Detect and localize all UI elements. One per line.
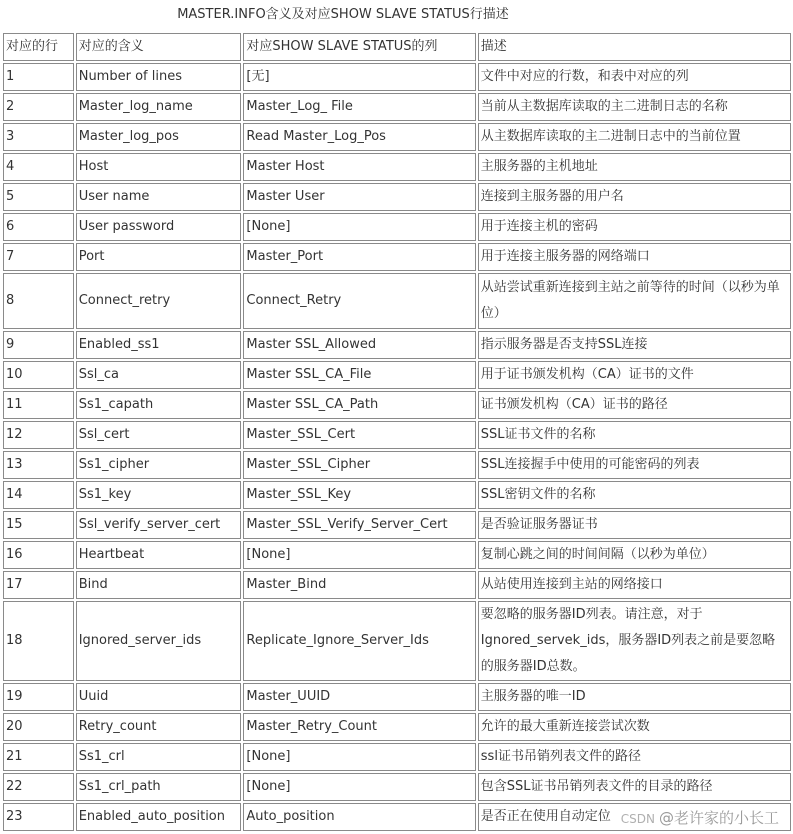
cell-row-number: 20 — [3, 713, 74, 741]
cell-description: 证书颁发机构（CA）证书的路径 — [478, 391, 791, 419]
cell-description: 从站尝试重新连接到主站之前等待的时间（以秒为单位） — [478, 273, 791, 329]
cell-show-slave-column: Master Host — [243, 153, 475, 181]
cell-row-number: 16 — [3, 541, 74, 569]
table-row — [3, 481, 791, 509]
cell-row-number: 7 — [3, 243, 74, 271]
cell-row-number: 23 — [3, 803, 74, 831]
table-row — [3, 391, 791, 419]
table-row — [3, 93, 791, 121]
cell-meaning: Enabled_ss1 — [76, 331, 242, 359]
cell-description: 当前从主数据库读取的主二进制日志的名称 — [478, 93, 791, 121]
cell-show-slave-column: Master_SSL_Cert — [243, 421, 475, 449]
cell-show-slave-column: Master SSL_CA_Path — [243, 391, 475, 419]
cell-show-slave-column: Connect_Retry — [243, 273, 475, 329]
cell-row-number: 1 — [3, 63, 74, 91]
cell-meaning: Ss1_crl_path — [76, 773, 242, 801]
table-row — [3, 683, 791, 711]
cell-description: 用于证书颁发机构（CA）证书的文件 — [478, 361, 791, 389]
cell-show-slave-column: Replicate_Ignore_Server_Ids — [243, 601, 475, 681]
cell-show-slave-column: Master SSL_Allowed — [243, 331, 475, 359]
header-meaning: 对应的含义 — [76, 33, 242, 61]
cell-meaning: User name — [76, 183, 242, 211]
watermark — [621, 807, 779, 828]
cell-row-number: 22 — [3, 773, 74, 801]
cell-description: 是否正在使用自动定位 — [478, 803, 791, 831]
cell-show-slave-column: Auto_position — [243, 803, 475, 831]
table-row — [3, 153, 791, 181]
cell-row-number: 8 — [3, 273, 74, 329]
header-row — [3, 33, 791, 61]
table-row — [3, 773, 791, 801]
cell-meaning: Ssl_verify_server_cert — [76, 511, 242, 539]
cell-show-slave-column: [无] — [243, 63, 475, 91]
cell-show-slave-column: Master_Retry_Count — [243, 713, 475, 741]
cell-row-number: 21 — [3, 743, 74, 771]
cell-meaning: Port — [76, 243, 242, 271]
table-row — [3, 123, 791, 151]
cell-description: 复制心跳之间的时间间隔（以秒为单位） — [478, 541, 791, 569]
table-row — [3, 541, 791, 569]
cell-show-slave-column: Master_Bind — [243, 571, 475, 599]
cell-meaning: Number of lines — [76, 63, 242, 91]
cell-description: 指示服务器是否支持SSL连接 — [478, 331, 791, 359]
table-row — [3, 511, 791, 539]
cell-description: 主服务器的唯一ID — [478, 683, 791, 711]
cell-meaning: Ssl_ca — [76, 361, 242, 389]
table-row — [3, 331, 791, 359]
table-row — [3, 743, 791, 771]
table-body — [3, 63, 791, 831]
cell-description: 用于连接主服务器的网络端口 — [478, 243, 791, 271]
cell-meaning: Ignored_server_ids — [76, 601, 242, 681]
cell-description: SSL连接握手中使用的可能密码的列表 — [478, 451, 791, 479]
cell-meaning: Bind — [76, 571, 242, 599]
table-row — [3, 63, 791, 91]
table-title: MASTER.INFO含义及对应SHOW SLAVE STATUS行描述 — [177, 7, 509, 22]
cell-description: SSL密钥文件的名称 — [478, 481, 791, 509]
cell-show-slave-column: [None] — [243, 213, 475, 241]
table-row — [3, 451, 791, 479]
watermark-source: CSDN — [620, 812, 655, 826]
cell-meaning: Uuid — [76, 683, 242, 711]
cell-description: 是否验证服务器证书 — [478, 511, 791, 539]
cell-description: 从站使用连接到主站的网络接口 — [478, 571, 791, 599]
table-row — [3, 273, 791, 329]
cell-row-number: 3 — [3, 123, 74, 151]
table-row — [3, 361, 791, 389]
table-row — [3, 571, 791, 599]
cell-row-number: 19 — [3, 683, 74, 711]
cell-show-slave-column: Master_SSL_Key — [243, 481, 475, 509]
cell-show-slave-column: Master_Log_ File — [243, 93, 475, 121]
cell-meaning: Enabled_auto_position — [76, 803, 242, 831]
cell-meaning: Retry_count — [76, 713, 242, 741]
cell-show-slave-column: Master SSL_CA_File — [243, 361, 475, 389]
master-info-table — [1, 31, 793, 833]
cell-meaning: Ss1_cipher — [76, 451, 242, 479]
cell-show-slave-column: Read Master_Log_Pos — [243, 123, 475, 151]
cell-row-number: 4 — [3, 153, 74, 181]
cell-description: 用于连接主机的密码 — [478, 213, 791, 241]
cell-row-number: 5 — [3, 183, 74, 211]
watermark-author: @老许家的小长工 — [658, 809, 779, 827]
cell-show-slave-column: Master_Port — [243, 243, 475, 271]
table-row — [3, 713, 791, 741]
cell-row-number: 6 — [3, 213, 74, 241]
cell-description: 从主数据库读取的主二进制日志中的当前位置 — [478, 123, 791, 151]
cell-description: 文件中对应的行数，和表中对应的列 — [478, 63, 791, 91]
cell-show-slave-column: Master_SSL_Verify_Server_Cert — [243, 511, 475, 539]
cell-meaning: Host — [76, 153, 242, 181]
cell-meaning: Master_log_pos — [76, 123, 242, 151]
cell-row-number: 9 — [3, 331, 74, 359]
header-description: 描述 — [478, 33, 791, 61]
table-row — [3, 421, 791, 449]
cell-show-slave-column: [None] — [243, 541, 475, 569]
cell-show-slave-column: Master User — [243, 183, 475, 211]
table-row — [3, 601, 791, 681]
table-row — [3, 243, 791, 271]
cell-description: 连接到主服务器的用户名 — [478, 183, 791, 211]
header-show-slave-column: 对应SHOW SLAVE STATUS的列 — [243, 33, 475, 61]
cell-meaning: Ss1_crl — [76, 743, 242, 771]
cell-description: 主服务器的主机地址 — [478, 153, 791, 181]
cell-description: ssl证书吊销列表文件的路径 — [478, 743, 791, 771]
cell-row-number: 12 — [3, 421, 74, 449]
cell-row-number: 18 — [3, 601, 74, 681]
cell-show-slave-column: Master_UUID — [243, 683, 475, 711]
cell-description: 允许的最大重新连接尝试次数 — [478, 713, 791, 741]
cell-description: SSL证书文件的名称 — [478, 421, 791, 449]
cell-meaning: Ss1_key — [76, 481, 242, 509]
cell-row-number: 11 — [3, 391, 74, 419]
cell-row-number: 15 — [3, 511, 74, 539]
cell-meaning: Master_log_name — [76, 93, 242, 121]
table-row — [3, 183, 791, 211]
cell-meaning: Connect_retry — [76, 273, 242, 329]
cell-meaning: Ssl_cert — [76, 421, 242, 449]
cell-show-slave-column: [None] — [243, 743, 475, 771]
cell-meaning: User password — [76, 213, 242, 241]
cell-meaning: Heartbeat — [76, 541, 242, 569]
cell-show-slave-column: [None] — [243, 773, 475, 801]
cell-row-number: 17 — [3, 571, 74, 599]
cell-description: 包含SSL证书吊销列表文件的目录的路径 — [478, 773, 791, 801]
cell-row-number: 13 — [3, 451, 74, 479]
cell-row-number: 10 — [3, 361, 74, 389]
cell-row-number: 14 — [3, 481, 74, 509]
cell-show-slave-column: Master_SSL_Cipher — [243, 451, 475, 479]
cell-row-number: 2 — [3, 93, 74, 121]
table-row — [3, 213, 791, 241]
cell-meaning: Ss1_capath — [76, 391, 242, 419]
header-row-number: 对应的行 — [3, 33, 74, 61]
cell-description: 要忽略的服务器ID列表。请注意，对于Ignored_servek_ids，服务器ID列表之前是要忽略的服务器ID总数。 — [478, 601, 791, 681]
